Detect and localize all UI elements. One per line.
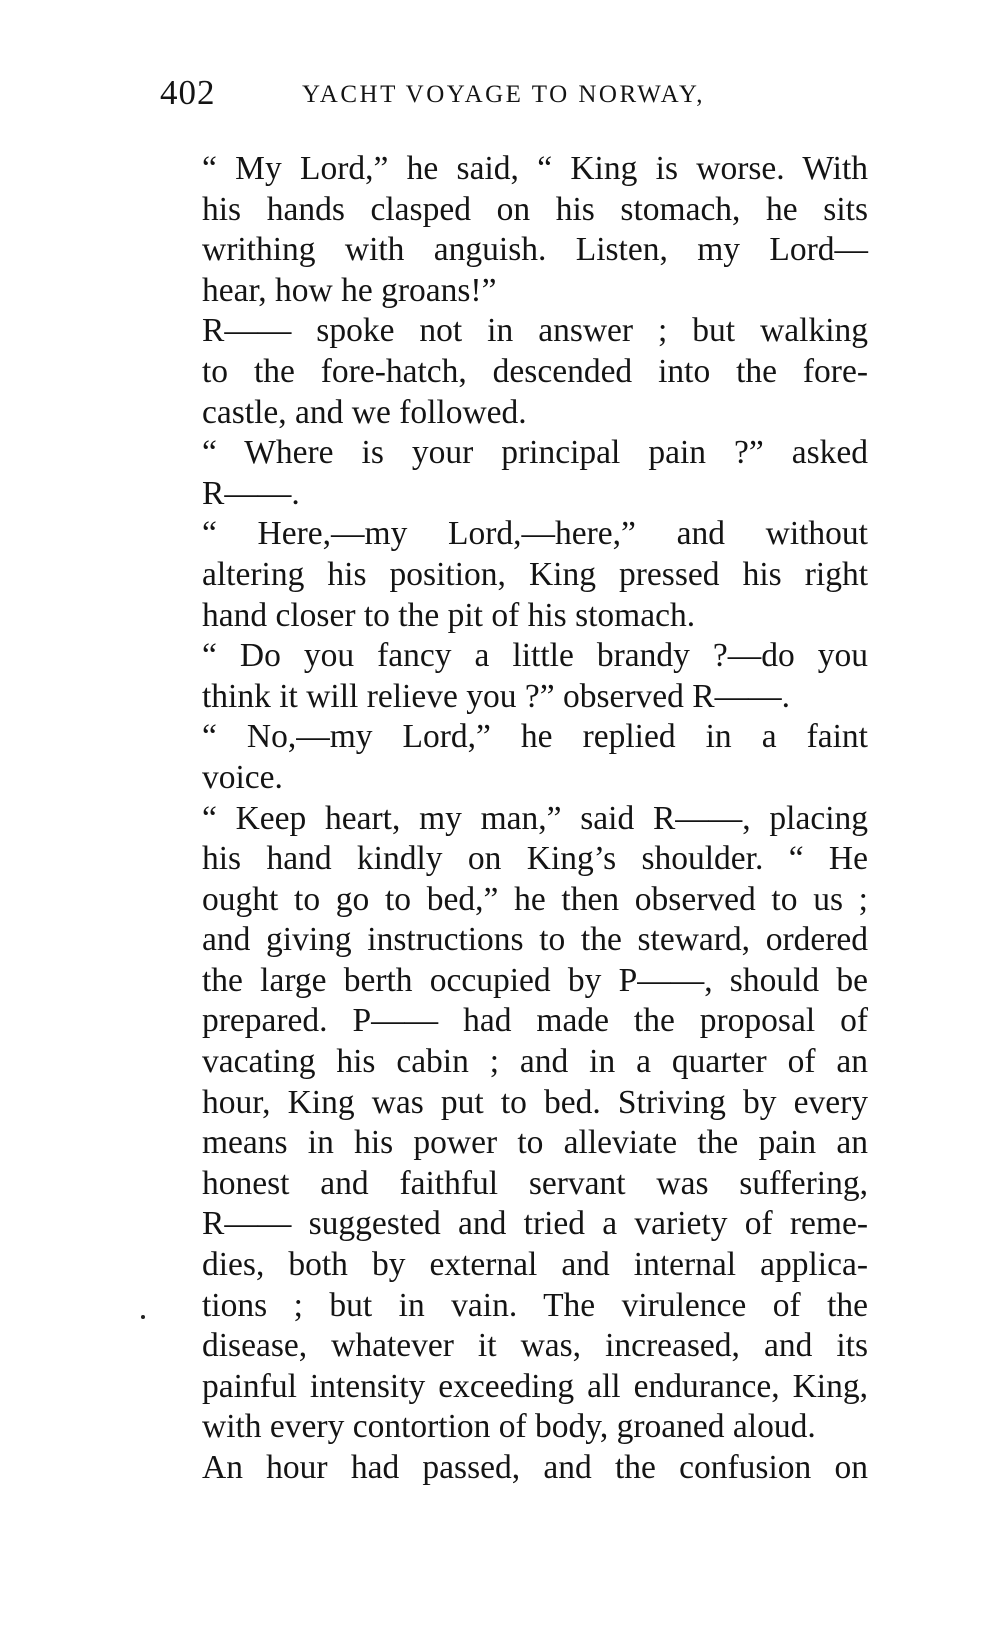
text-line: vacating his cabin ; and in a quarter of an [202, 1043, 868, 1081]
text-line: R——. [202, 474, 300, 512]
text-line: his hand kindly on King’s shoulder. “ He [202, 840, 868, 878]
text-line: voice. [202, 758, 283, 796]
text-line: and giving instructions to the steward, ordered [202, 921, 868, 959]
text-line: to the fore-hatch, descended into the fore- [202, 352, 868, 390]
text-line: hour, King was put to bed. Striving by every [202, 1083, 868, 1121]
text-line: ought to go to bed,” he then observed to us ; [202, 880, 868, 918]
paragraph [160, 799, 868, 1449]
text-line: “ My Lord,” he said, “ King is worse. With [202, 150, 868, 187]
text-line: “ Do you fancy a little brandy ?—do you [202, 637, 868, 675]
text-line: prepared. P—— had made the proposal of [202, 1002, 868, 1040]
text-line: R—— suggested and tried a variety of reme- [202, 1205, 868, 1243]
text-line: An hour had passed, and the confusion on [202, 1449, 868, 1486]
paragraph [160, 636, 868, 717]
text-line: castle, and we followed. [202, 393, 527, 431]
text-line: “ Keep heart, my man,” said R——, placing [202, 799, 868, 837]
text-line: writhing with anguish. Listen, my Lord— [202, 231, 868, 269]
page-header [160, 73, 872, 117]
text-line: tions ; but in vain. The virulence of the [202, 1286, 868, 1324]
text-line: altering his position, King pressed his right [202, 555, 868, 593]
text-line: the large berth occupied by P——, should be [202, 961, 868, 999]
text-line: means in his power to alleviate the pain an [202, 1124, 868, 1162]
paragraph [160, 311, 868, 433]
text-line: “ Here,—my Lord,—here,” and without [202, 515, 868, 553]
text-line: his hands clasped on his stomach, he sits [202, 190, 868, 228]
paragraph [160, 149, 868, 311]
page-number: 402 [160, 73, 216, 112]
text-line: disease, whatever it was, increased, and its [202, 1327, 868, 1365]
ink-speck [141, 1315, 145, 1319]
running-head: YACHT VOYAGE TO NORWAY, [302, 81, 705, 108]
text-line: painful intensity exceeding all endurance, King, [202, 1367, 868, 1405]
text-line: hand closer to the pit of his stomach. [202, 596, 696, 634]
text-line: with every contortion of body, groaned aloud. [202, 1408, 816, 1446]
text-line: dies, both by external and internal applica- [202, 1246, 868, 1284]
text-line: R—— spoke not in answer ; but walking [202, 312, 868, 350]
text-line: hear, how he groans!” [202, 271, 497, 309]
text-line: honest and faithful servant was suffering, [202, 1164, 868, 1202]
paragraph [160, 514, 868, 636]
paragraph [160, 433, 868, 514]
text-line: “ No,—my Lord,” he replied in a faint [202, 718, 868, 756]
body-text [160, 149, 868, 1489]
paragraph [160, 717, 868, 798]
paragraph [160, 1448, 868, 1489]
text-line: “ Where is your principal pain ?” asked [202, 434, 868, 472]
text-line: think it will relieve you ?” observed R——. [202, 677, 790, 715]
